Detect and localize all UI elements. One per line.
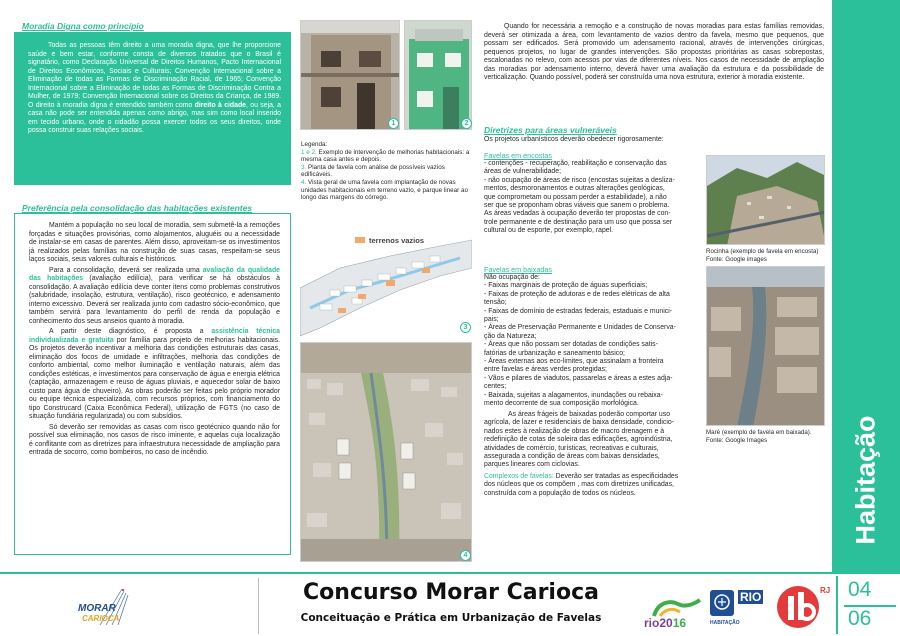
vulnerable-areas-heading: Diretrizes para áreas vulneráveis xyxy=(484,125,617,135)
footer-rule xyxy=(0,572,900,574)
consolidation-heading: Preferência pela consolidação das habitações existentes xyxy=(22,203,253,213)
rocinha-photo xyxy=(706,155,825,245)
mare-caption: Maré (exemplo de favela em baixada). Fonte: Google Images xyxy=(706,429,812,444)
section-label: Habitação xyxy=(850,415,881,545)
mare-photo xyxy=(706,266,825,426)
intro-text: Quando for necessária a remoção e a construção de novas moradias para estas famílias removidas, deverá ser otimizada a área, com levantamento de vazios dentro da favela, mesmo que pequenos, que possam ser edificados. Será promovido um adensamento racional, através de intervenções cirúrgicas, pequenos projetos, no lugar de grandes intervenções. São propostas prioritárias as casas sobrepostas, escalonadas no relevo, com acessos por vias de diferentes níveis. Nos casos de necessidade de ampliação das moradias por adensamento interno, deverá haver uma avaliação da estrutura e da possibilidade de verticalização. Quando possível, poderá ser construída uma nova estrutura, exterior à moradia existente. xyxy=(484,23,824,81)
iab-rj-logo: RJ xyxy=(776,584,830,632)
page-number-box xyxy=(836,576,898,634)
contest-title: Concurso Morar Carioca xyxy=(303,580,599,605)
principle-heading: Moradia Digna como princípio xyxy=(22,21,144,31)
contest-subtitle: Conceituação e Prática em Urbanização de Favelas xyxy=(300,612,602,624)
iab-mark-icon xyxy=(776,584,820,630)
rio2016-logo: rio2016 xyxy=(644,598,700,630)
slopes-title: Favelas em encostas xyxy=(484,151,552,160)
lowlands-title: Favelas em baixadas xyxy=(484,265,552,274)
lowlands-list: Não ocupação de: - Faixas marginais de proteção de águas superficiais; - Faixas de proteção de adutoras e de redes elétricas de alta tensão; - Faixas de domínio de estradas federais, estaduais e munici- pais; - Áreas de Preservação Permanente e Unidades de Conserva- ção da Natureza; - Áreas que não possam ser dotadas de condições satis- fatórias de urbanização e saneamento básico; - Áreas externas aos eco-limites, que assinalam a fronteira entre favelas e áreas verdes protegidas; - Vãos e pilares de viadutos, passarelas e áreas a estes adja- centes; - Baixada, sujeitas a alagamentos, inundações ou rebaixa- mento decorrente de sua composição morfológica. xyxy=(484,274,676,408)
house-before-photo xyxy=(300,20,400,130)
badge-2: 2 xyxy=(461,118,472,129)
page-number: 04 xyxy=(848,578,872,601)
rio-prefeitura-logo: RIO HABITAÇÃO xyxy=(710,590,762,626)
rocinha-caption: Rocinha (exemplo de favela em encosta) Fonte: Google images xyxy=(706,248,819,263)
principle-text: Todas as pessoas têm direito a uma moradia digna, que lhe proporcione saúde e bem estar, conforme consta de diversos tratados que o Brasil é signatário, como Declaração Universal de Direitos Humanos, Pacto Internacional de Direitos Econômicos, Sociais e Culturais; Convenção Internacional sobre a Eliminação de todas as Formas de Discriminação Racial, de 1965; Convenção Internacional sobre a Eliminação de todas as Formas de Discriminação Contra a Mulher, de 1979; Convenção Internacional sobre os Direitos da Criança, de 1989. O direito à moradia digna é entendido também como direito à cidade, ou seja, a casa não pode ser entendida apenas como abrigo, mas sim como local inserido em tecido urbano, onde o cidadão possa exercer todos os seus direitos, onde possa construir suas relações sociais. xyxy=(28,42,282,134)
footer-title-box xyxy=(258,578,642,634)
consolidation-text: Mantém a população no seu local de moradia, sem submetê-la a remoções forçadas e situações provisórias, como alojamentos, aluguéis ou a necessidade de instalar-se em casas de parentes. Além disso, aproveitam-se os investimentos já realizados pelas famílias na construção de suas casas, respeitam-se seus laços sociais, seus valores culturais e históricos. Para a consolidação, deverá ser realizada uma avaliação da qualidade das habitações (avaliação edilícia), para verificar se há obstáculos à consolidação. A avaliação edilícia deve conter itens como problemas construtivos (salubridade, insolação, estrutura, ventilação), risco geotécnico, e adensamento interno excessivo. Deverá ser realizada junto com cadastro sócio-econômico, que também servirá para levantamento do perfil de renda da população e conhecimento dos seus anseios quanto à moradia. A partir deste diagnóstico, é proposta a assistência técnica individualizada e gratuita por família para projeto de melhorias habitacionais. Os projetos deverão incentivar a melhoria das condições estruturais das casas, eliminação dos focos de umidade e infiltrações, melhoria das condições de conforto ambiental, como melhor iluminação e ventilação naturais, além das condições estéticas, e investimentos para conservação de água e energia elétrica (captação, armazenagem e reuso de águas pluviais, e aquecedor solar de baixo custo para água de chuveiro). As obras poderão ser feitas pelo próprio morador ou equipe técnica especializada, com recursos próprios, com financiamento do tipo Construcard (Caixa Econômica Federal), utilização de FGTS (no caso de situação fundiária regularizada) ou com subsídios. Só deverão ser removidas as casas com risco geotécnico quando não for possível sua eliminação, nos casos de risco iminente, e aquelas cuja localização é conflitante com as diretrizes para infraestrutura necessidade de ampliação para entrada de socorro, como bombeiros, no caso de incêndio. xyxy=(29,222,281,456)
principle-box xyxy=(14,32,291,185)
map-key: terrenos vazios xyxy=(355,236,424,245)
house-after-photo xyxy=(404,20,472,130)
complexes-paragraph: Complexos de favelas: Deverão ser tratadas as especificidades dos núcleos que os compõem , mas com diretrizes unificadas, construída com a população de todos os núcleos. xyxy=(484,473,679,497)
map-key-swatch xyxy=(355,237,365,243)
page-total: 06 xyxy=(848,607,872,630)
badge-3: 3 xyxy=(460,322,471,333)
favela-aerial-photo xyxy=(300,342,472,562)
slopes-list: - contenções - recuperação, reabilitação e conservação das áreas de vulnerabilidade; - não ocupação de áreas de risco (encostas sujeitas a desliza- mentos, desmoronamentos e outras alterações geológicas, que comprometam ou possam perder a estabilidade), a não ser que se proponham obras viáveis que sanem o problema. As áreas vedadas à ocupação deverão ter propostas de con- trole permanente e de destinação para um uso que possa ser cultural ou de esporte, por exemplo, rapel. xyxy=(484,160,675,235)
badge-1: 1 xyxy=(388,118,399,129)
complexes-title: Complexos de favelas: xyxy=(484,473,554,480)
lowlands-paragraph: As áreas frágeis de baixadas poderão comportar uso agrícola, de lazer e residenciais de baixa densidade, condicio- nados estes à realização de obras de macro drenagem e à redefinição de cotas de soleira das edificações, agroindústria, atividades de comércio, turísticas, recreativas e culturais, assegurada a condição de áreas com baixas densidades, parques lineares com ciclovias. xyxy=(484,411,674,469)
badge-4: 4 xyxy=(460,550,471,561)
legend: Legenda: 1 e 2. Exemplo de intervenção de melhorias habitacionais: a mesma casa antes e depois. 3. Planta de favela com análise de possíveis vazios edificáveis. 4. Vista geral de uma favela com implantação de novas unidades habitacionais em terreno vazio, e parque linear ao longo das margens do córrego. xyxy=(301,141,470,202)
city-crest-icon xyxy=(708,588,736,618)
morar-carioca-logo: MORAR CARIOCA xyxy=(60,585,170,631)
consolidation-box xyxy=(14,213,291,555)
vulnerable-areas-intro: Os projetos urbanísticos deverão obedecer rigorosamente: xyxy=(484,136,664,143)
